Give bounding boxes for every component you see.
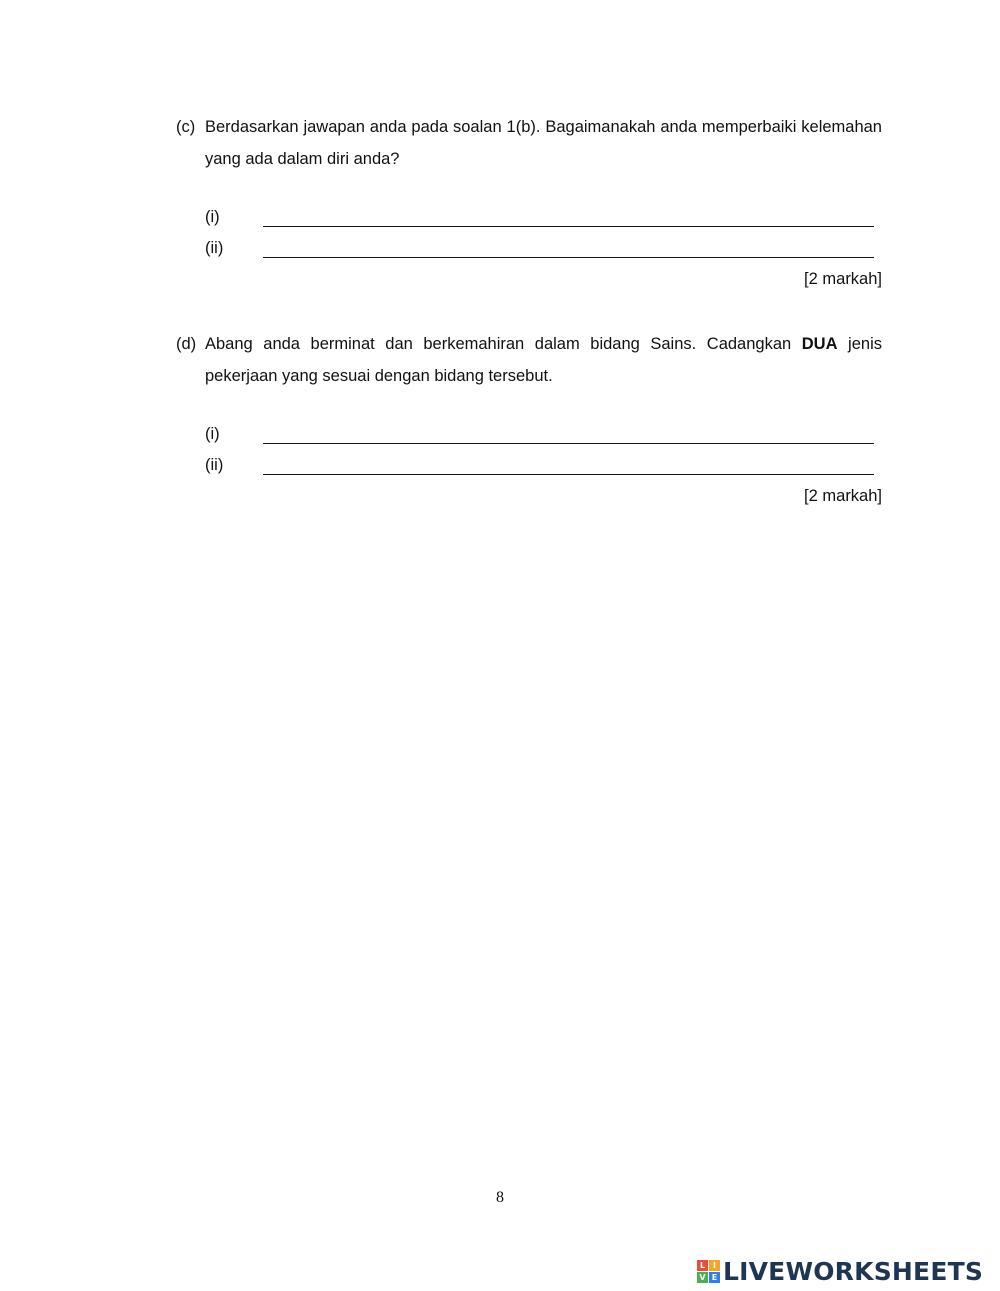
question-d (176, 328, 882, 507)
page-number: 8 (496, 1189, 504, 1206)
answer-line-c-i[interactable] (263, 226, 874, 227)
brand-name: LIVEWORKSHEETS (723, 1256, 984, 1286)
question-d-emphasis: DUA (801, 335, 838, 353)
logo-tile: E (709, 1272, 720, 1283)
answer-row (176, 421, 882, 452)
answer-line-d-ii[interactable] (263, 474, 874, 475)
question-d-letter: (d) (176, 335, 197, 353)
question-d-text (205, 328, 882, 392)
logo-tile: L (697, 1260, 708, 1271)
answer-line-c-ii[interactable] (263, 257, 874, 258)
liveworksheets-logo-icon (697, 1260, 720, 1283)
answer-line-d-i[interactable] (263, 443, 874, 444)
question-c-letter: (c) (176, 118, 196, 136)
liveworksheets-brand (697, 1256, 983, 1286)
question-d-text-start: Abang anda berminat dan berkemahiran dalam bidang Sains. Cadangkan (205, 335, 802, 353)
answer-row (176, 204, 882, 235)
answer-label: (i) (205, 208, 220, 226)
question-d-text-end: jenis pekerjaan yang sesuai dengan bidang tersebut. (205, 335, 882, 385)
marks-label: [2 markah] (804, 270, 882, 288)
answer-label: (ii) (205, 456, 224, 474)
answer-label: (i) (205, 425, 220, 443)
question-c-text: Berdasarkan jawapan anda pada soalan 1(b). Bagaimanakah anda memperbaiki kelemahan yang ada dalam diri anda? (205, 118, 882, 168)
logo-tile: V (697, 1272, 708, 1283)
answer-row (176, 452, 882, 483)
logo-tile: I (709, 1260, 720, 1271)
answer-row (176, 235, 882, 266)
question-c (176, 111, 882, 290)
marks-label: [2 markah] (804, 487, 882, 505)
answer-label: (ii) (205, 239, 224, 257)
